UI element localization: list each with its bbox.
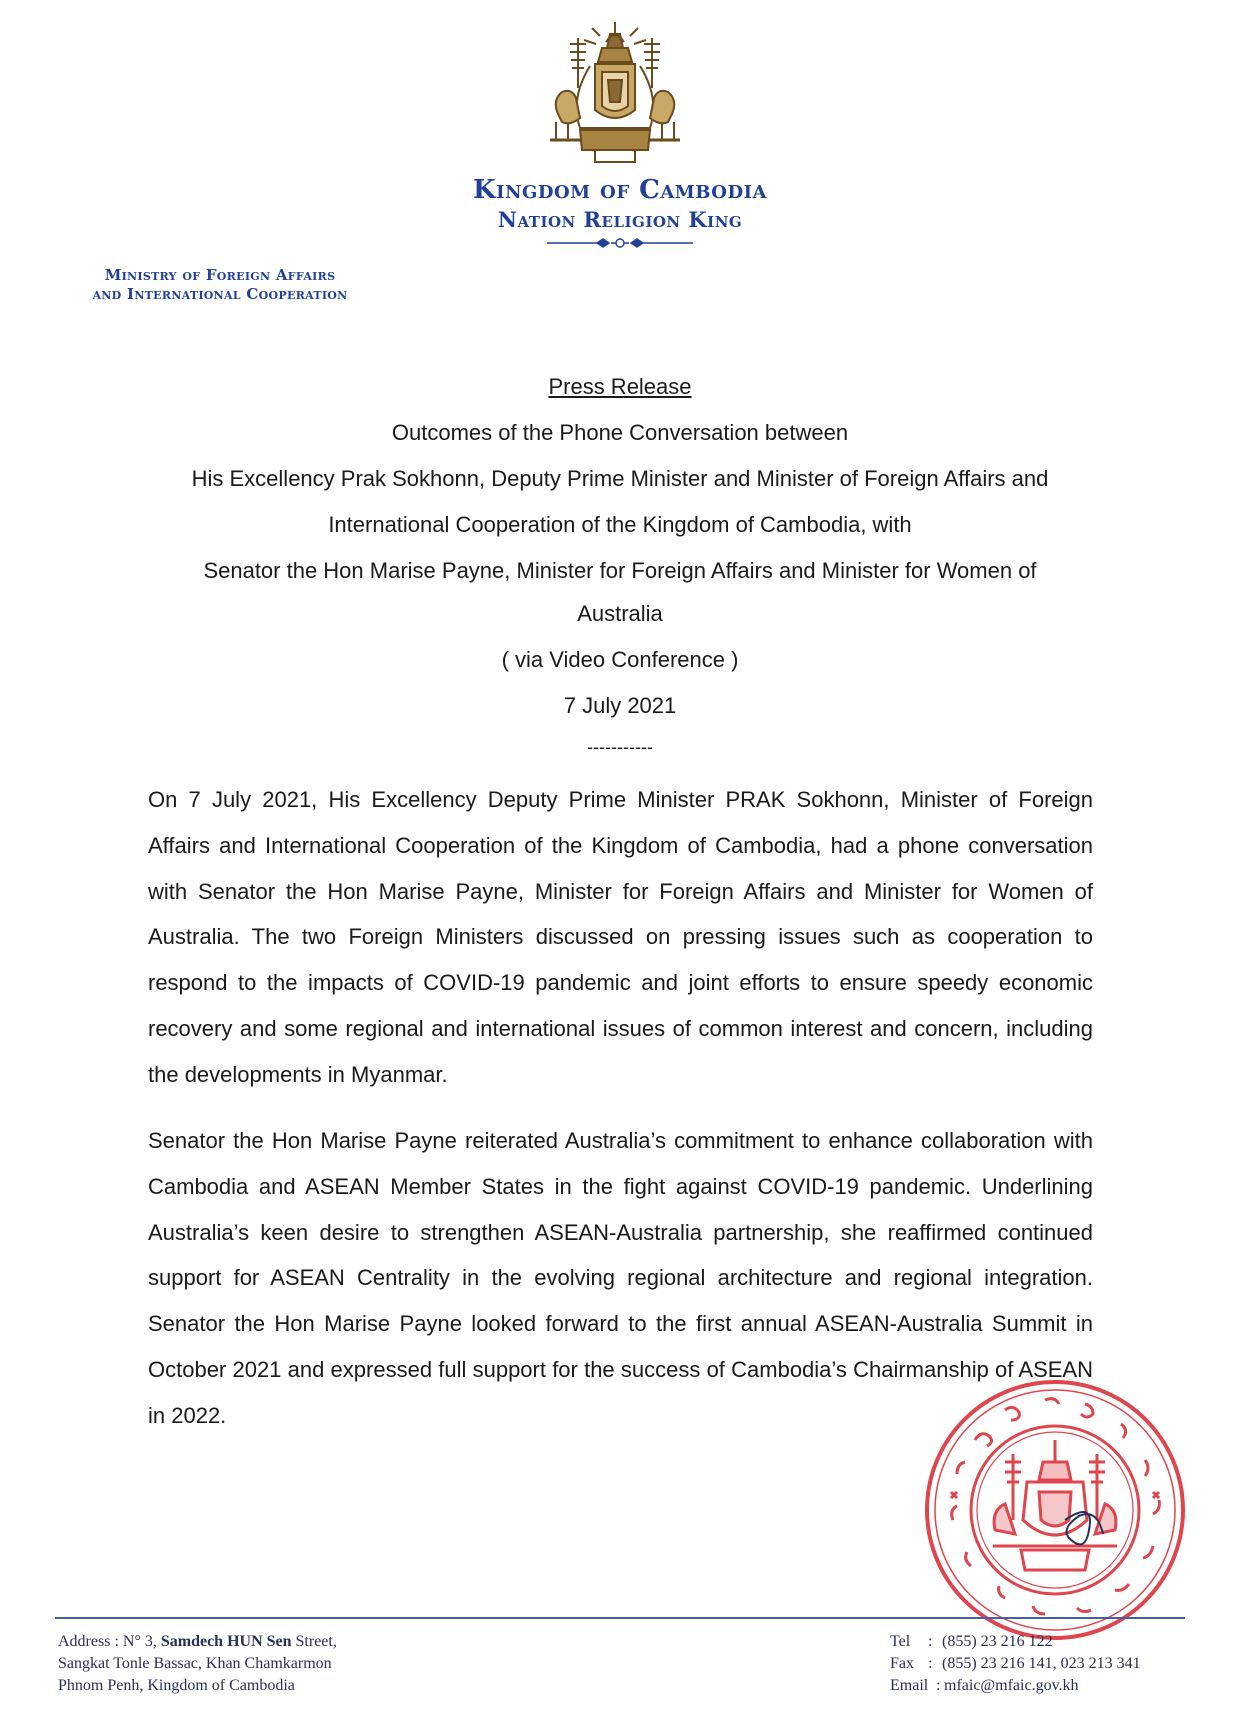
fax-label: Fax (890, 1655, 914, 1672)
title-line-1: Outcomes of the Phone Conversation between (391, 420, 849, 445)
fax-value: (855) 23 216 141, 023 213 341 (942, 1655, 1141, 1672)
title-line-2: His Excellency Prak Sokhonn, Deputy Prime Minister and Minister of Foreign Affairs and (191, 466, 1049, 491)
document-type: Press Release (548, 374, 692, 399)
address-street: Samdech HUN Sen (160, 1633, 292, 1650)
email-label: Email (890, 1677, 929, 1694)
ministry-official-seal-icon (915, 1370, 1195, 1650)
ministry-name-line-2: and International Cooperation (92, 285, 348, 303)
address-line-2: Sangkat Tonle Bassac, Khan Chamkarmon (58, 1655, 332, 1672)
tel-label: Tel (890, 1633, 911, 1650)
title-line-4: Senator the Hon Marise Payne, Minister for Foreign Affairs and Minister for Women of (203, 558, 1037, 583)
tel-value: (855) 23 216 122 (942, 1633, 1053, 1650)
contact-email-row (890, 1675, 1190, 1697)
address-line-3: Phnom Penh, Kingdom of Cambodia (58, 1677, 295, 1694)
contact-tel-row (890, 1631, 1190, 1653)
contact-fax-row (890, 1653, 1190, 1675)
address-label: Address : N° 3, (58, 1633, 161, 1650)
footer-divider (55, 1617, 1185, 1619)
separator: : (928, 1655, 933, 1672)
title-line-6: ( via Video Conference ) (501, 647, 739, 672)
kingdom-title: Kingdom of Cambodia (473, 175, 767, 205)
royal-coat-of-arms-icon (540, 18, 690, 168)
body-paragraph-1: On 7 July 2021, His Excellency Deputy Prime Minister PRAK Sokhonn, Minister of Foreign Affairs and International Cooperation of the Kingdom of Cambodia, had a phone conversation with Senator the Hon Marise Payne, Minister for Foreign Affairs and Minister for Women of Australia. The two Foreign Ministers discussed on pressing issues such as cooperation to respond to the impacts of COVID-19 pandemic and joint efforts to ensure speedy economic recovery and some regional and international issues of common interest and concern, including the developments in Myanmar. (148, 787, 1093, 1087)
title-line-3: International Cooperation of the Kingdom of Cambodia, with (328, 512, 912, 537)
section-divider: ----------- (587, 737, 653, 757)
decorative-flourish-icon (545, 236, 695, 250)
document-date: 7 July 2021 (563, 693, 677, 718)
footer-address (58, 1631, 508, 1697)
separator: : (928, 1633, 933, 1650)
ministry-name-line-1: Ministry of Foreign Affairs (104, 266, 336, 284)
body-paragraph-2: Senator the Hon Marise Payne reiterated Australia’s commitment to enhance collaboration with Cambodia and ASEAN Member States in the fight against COVID-19 pandemic. Underlining Australia’s keen desire to strengthen ASEAN-Australia partnership, she reaffirmed continued support for ASEAN Centrality in the evolving regional architecture and regional integration. Senator the Hon Marise Payne looked forward to the first annual ASEAN-Australia Summit in October 2021 and expressed full support for the success of Cambodia’s Chairmanship of ASEAN in 2022. (148, 1128, 1093, 1428)
title-line-5: Australia (577, 601, 663, 626)
address-line-1 (58, 1631, 508, 1653)
email-value: mfaic@mfaic.gov.kh (944, 1677, 1079, 1694)
kingdom-motto: Nation Religion King (497, 207, 743, 232)
separator: : (936, 1677, 941, 1694)
address-street-suffix: Street, (291, 1633, 337, 1650)
footer-contacts (890, 1631, 1190, 1697)
